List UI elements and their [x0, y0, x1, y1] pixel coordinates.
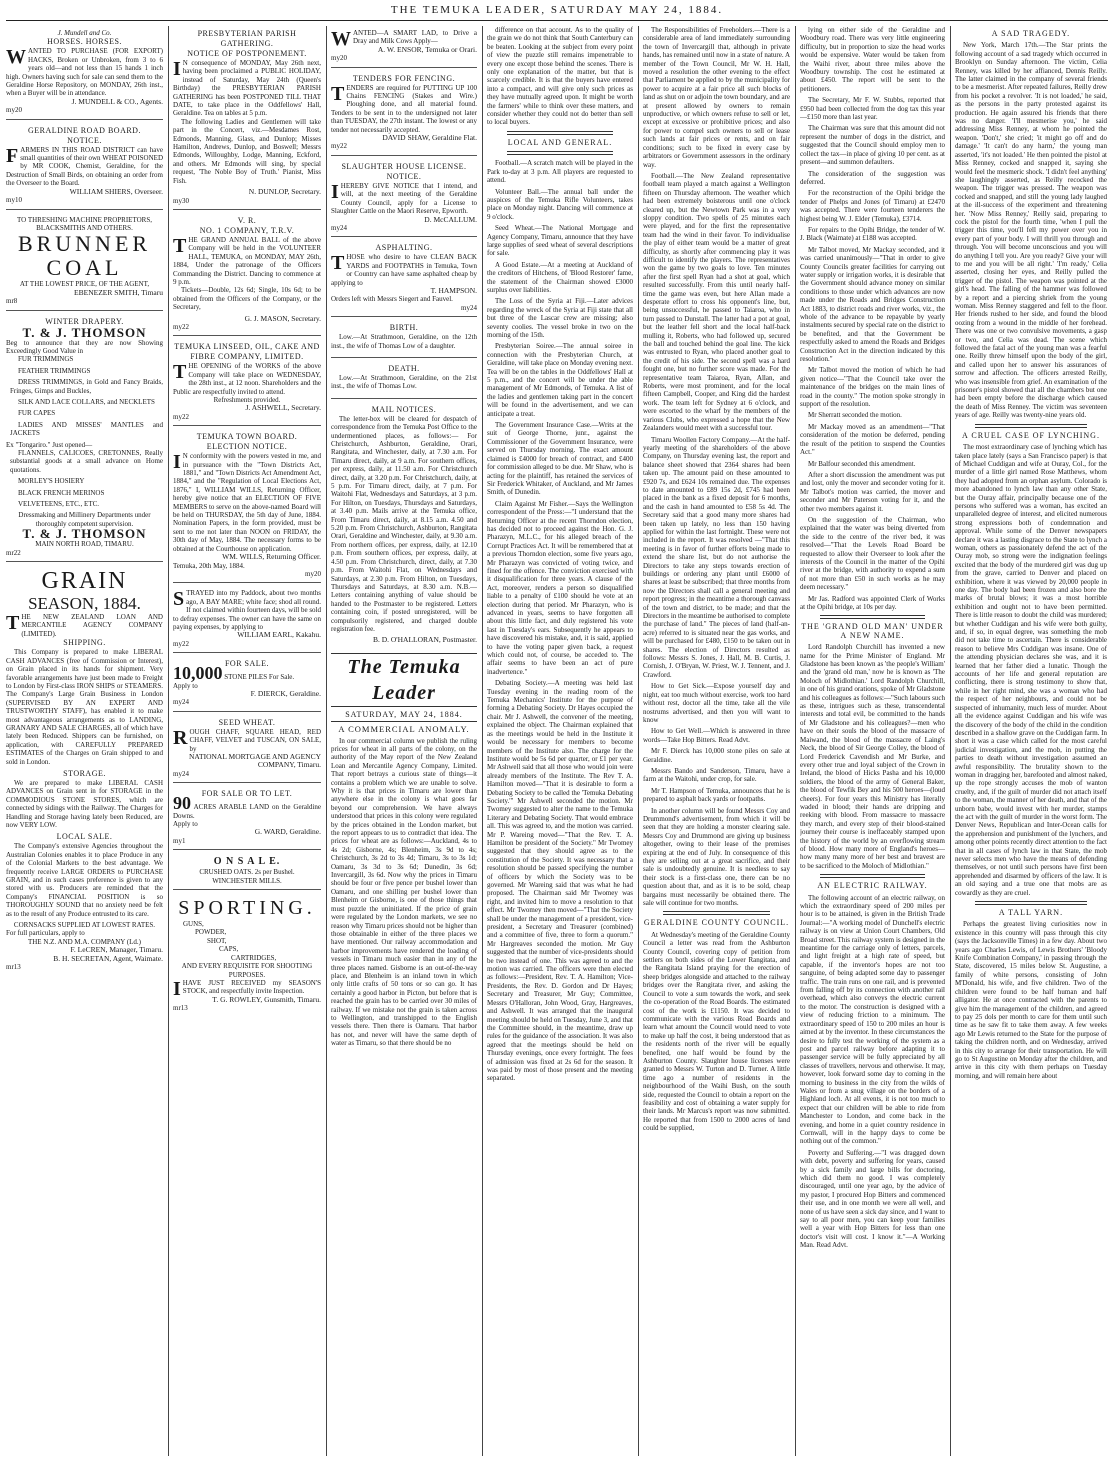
thomson-advert [6, 314, 163, 563]
advert-signature: J. MUNDELL & CO., Agents. [71, 96, 163, 106]
editorial-body: In our commercial column we publish the ruling prices for wheat in all parts of the colony, on the authority of the May report of the New Zealand Loan and Mercantile Agency Company, Limited. That report betrays a curious state of things—it contains a problem which we are unable to solve. Why it is that prices in Timaru are lower than anywhere else in the colony is what goes far beyond our comprehension. We have always understood that prices in this colony were regulated by the prices obtained in the London market, but the report appears to us to contradict that idea. The prices for wheat are as follows:—Auckland, 4s to 4s 2d; Gisborne, 4s; Blenheim, 3s 9d to 4s; Christchurch, 3s 2d to 3s 4d; Timaru, 3s to 3s 1d; Oamaru, 3s 3d to 3s 6d; Dunedin, 3s 6d; Invercargill, 3s 6d. Now why the prices in Timaru should be four or five pence per bushel lower than Oamaru, and one shilling per bushel lower than Blenheim or Gisborne, is one of those things that must puzzle the uninitiated. If the price of grain were regulated by the London markets, we see no reason why Timaru prices should not be higher than those obtainable in either of the three places we have mentioned. Our railway accommodation and harbor improvements have rendered the loading of vessels in Timaru much easier than in any of the three places named. Gisborne is an out-of-the-way place, and Blenheim is an inland town in which only little crafts of 50 tons or so can go. It has certainly a good harbor in Picton, but before that is reached the grain has to be carried over 30 miles of railway. If we mistake not the grain is taken across to Wellington, and transhipped to the English vessels there. Then there is Oamaru. That harbor has not, and never will have the same depth of water as Timaru, so that there should be no [331, 736, 477, 1048]
advert-title: T. & J. THOMSON [22, 324, 147, 340]
article-body: Mr Talbot moved the motion of which he had given notice—"That the Council take over the maintenance of the bridges on the main lines of road in the county." The motion spoke strongly in support of the resolution. [800, 366, 945, 409]
brunner-coal-advert [6, 213, 163, 311]
advert-title: COAL [46, 255, 123, 281]
list-item: DRESS TRIMMINGS, in Gold and Fancy Braids, Fringes, Gimps and Buckles, [10, 378, 163, 395]
section-heading: GERALDINE COUNTY COUNCIL. [643, 918, 790, 928]
advert-subheading: STORAGE. [63, 768, 106, 778]
advert-body: ANTED TO PURCHASE (FOR EXPORT) HACKS, Broken or Unbroken, from 3 to 6 years old—and not less than 15 hands 1 inch high. Owners having such for sale can send them to the Geraldine Horse Repository, on MONDAY, 26th inst., when a Buyer will be in attendance. [6, 47, 163, 98]
advert-code: mr13 [173, 1004, 188, 1013]
advert-body: HAVE JUST RECEIVED my SEASON'S STOCK, and respectfully invite Inspection. [182, 978, 321, 996]
advert-code: my22 [173, 412, 189, 421]
advert-signature: WILLIAM SHIERS, Overseer. [69, 186, 163, 196]
advert-body: ANTED—A SMART LAD, to Drive a Dray and Milk Cows Apply— [353, 29, 477, 46]
advert-heading: V. R. [237, 215, 257, 225]
asphalt-advert [331, 240, 477, 317]
drop-cap: F [6, 144, 19, 167]
section-heading: A CRUEL CASE OF LYNCHING. [962, 430, 1100, 440]
news-item: Messrs Bando and Sanderson, Timaru, have a farm at the Waitohi, under crop, for sale. [643, 766, 790, 784]
drop-cap: I [173, 451, 181, 474]
section-heading: A SAD TRAGEDY. [991, 29, 1071, 38]
advert-line: WINCHESTER MILLS. [212, 876, 282, 885]
town-board-advert [173, 429, 321, 583]
advert-heading: ASPHALTING. [375, 243, 433, 253]
advert-signature: T. G. ROWLEY, Gunsmith, Timaru. [212, 994, 321, 1004]
advert-heading: TEMUKA TOWN BOARD. [196, 432, 298, 442]
road-board-advert [6, 123, 163, 210]
advert-line: CORNSACKS SUPPLIED AT LOWEST RATES. [13, 921, 156, 930]
list-item: FUR CAPES [18, 409, 56, 418]
advert-code: my24 [331, 223, 347, 232]
column-4 [487, 26, 633, 1458]
advert-line: Orders left with Messrs Siegert and Fauvel. [331, 295, 453, 304]
article-body: Perhaps the greatest living curiosities now in existence in this country will pass through this city (says the Jacksonville Times) in a few day. About two years ago Charles Lewis, of Lewis Brothers' 'Bloody Knife Combination Company,' in passing through the State, discovered, 15 miles below St. Augustine, a family of white persons, consisting of John M'Donald, his wife, and five children. Two of the children were found to be half human and half alligator. He at once contracted with the parents to give him the management of the children, and agreed to pay 25 dols per month to care for them until such time as he saw fit to take them away. A few weeks ago Mr Lewis returned to the State for the purpose of taking the children north, and on Wednesday, arrived in this city to arrange for their transportation. He will go to St Augustine on Monday after the children, and arrive in this city with them perhaps on Tuesday morning, and will remain here about [955, 920, 1107, 1080]
advert-body: ACRES ARABLE LAND on the Geraldine Downs. [173, 803, 321, 820]
advert-title: GRAIN [41, 568, 128, 595]
advert-signature: WILLIAM EARL, Kakahu. [237, 630, 321, 640]
section-heading: LOCAL AND GENERAL. [507, 137, 613, 147]
article-body: The Chairman was sure that this amount did not represent the number of dogs in the district, and suggested that the Council should employ men to collect the tax—in place of giving 10 per cent. as at present—and summon defaulters. [800, 124, 945, 167]
advert-code: my20 [331, 54, 347, 63]
article-body: The following account of an electric railway, on which the extraordinary speed of 200 miles per hour is to be attained, is given in the British Trade Journal:—"A working model of Dunchell's electric railway is on view at Union Court Chambers, Old Broad street. This railway system is designed in the meantime for the carriage only of letters, parcels, and light freight at a high rate of speed, but capable, if the inventor's hopes are not too sanguine, of being adapted some day to passenger traffic. The train runs on one rail, and is prevented from falling off by its connection with another rail overhead, which also conveys the electric current to the motor. The construction is designed with a view of reducing friction to a minimum. The extraordinary speed of 150 to 200 miles an hour is aimed at by the inventor. In these circumstances the desire to fully test the working of the system as a post and parcel railway before adapting it to passenger service will be fully appreciated by all classes of travellers, nervous and otherwise. It may, however, look forward some day to coming in the morning to business in the city from the wilds of Wales or from a snug village on the borders of a Highland loch. At all events, it is not too much to expect that our children will be able to ride from Manchester to London, and come back in the evening, and home in a quiet country residence in Cornwall, will in the happy days to come be nothing out of the common." [800, 893, 945, 1146]
news-item: Debating Society.—A meeting was held last Tuesday evening in the reading room of the Temuka Mechanics' Institute for the purpose of forming a Debating Society. Dr Hayes occupied the chair. Mr J. Ashwell, the convener of the meeting, explained the object. The Chairman explained that as the meetings would be held in the Institute it would be necessary for members to become members of the Institute also. The charge for the Institute would be 5s 6d per quarter, or £1 per year. Mr Ashwell said that all those who would join were already members of the Institute. The Rev T. A. Hamilton moved—"That it is desirable to form a Debating Society to be called the 'Temuka Debating Society.'" Mr Ashwell seconded the motion. Mr Twomey suggested to alter the name to the Temuka Literary and Debating Society. That would embrace all. This was agreed to, and the motion was carried. Mr P. Wareing moved—"That the Rev. T. A. Hamilton be president of the Society." Mr Twomey suggested that they should agree as to the constitution of the Society. It was necessary that a resolution should be passed specifying the number of officers by which the Society was to be governed. Mr Wareing said that was what he had proposed. The Chairman said Mr Twomey was right, and invited him to move a resolution to that effect. Mr Twomey then moved—"That the Society shall be under the management of a president, vice-president, a Secretary and Treasurer (combined) and a committee of five, three to form a quorum." Mr Hargreaves seconded the motion. Mr Guy suggested that the number of vice-presidents should be two instead of one. This was agreed to and the motion was carried. The officers were then elected as follows:—President, Rev. T. A. Hamilton; Vice-Presidents, the Rev. D. Gordon and Dr Hayes; Secretary and Treasurer, Mr Guy; Committee, Messrs O'Halloran, John Wood, Gray, Hargreaves, and Ashwell. It was arranged that the inaugural meeting should be held on Tuesday, June 3, and that the Committee should, in the meantime, draw up rules for the guidance of the association. It was also agreed that the meetings should be held on Thursday evenings, once every fortnight. The fees of admission was fixed at 2s 6d for the season. It was paid by most of those present and the meeting separated. [487, 679, 633, 1083]
advert-subheading: LOCAL SALE. [56, 832, 113, 842]
advert-line: Dressmaking and Millinery Departments under thoroughly competent supervision. [18, 511, 151, 528]
news-item: The Responsibilities of Freeholders.—There is a considerable area of land immediately surrounding the town of Invercargill that, although in private hands, has remained until now in a state of nature. A member of the Town Council, Mr W. H. Hall, moved a resolution the other evening to the effect that Parliament be applied to by the municipality for power to acquire at a fair price all such blocks of land as shut on or adjoin the town boundary, and are at present allowed by owners to remain unproductive, or which owners refuse to sell or let, except at excessive or prohibitive prices; and also for power to compel such owners to sell or lease such lands at fair prices or rents, and on fair conditions; such to be fixed in every case by arbitrators or Government assessors in the ordinary way. [643, 26, 790, 169]
list-item: MORLEY'S HOSIERY [18, 477, 85, 486]
news-item: Mr F. Dierck has 10,000 stone piles on sale at Geraldine. [643, 747, 790, 764]
notice-body: Low.—At Strathmoon, Geraldine, on the 21st inst., the wife of Thomas Low. [331, 373, 477, 391]
drop-cap: I [173, 977, 181, 1000]
news-item: Volunteer Ball.—The annual ball under the auspices of the Temuka Rifle Volunteers, takes place on Monday night. Dancing will commence at 9 o'clock. [487, 187, 633, 221]
advert-subheading: NOTICE. [386, 171, 422, 181]
advert-body: HE GRAND ANNUAL BALL of the above Company will be held in the VOLUNTEER HALL, TEMUKA, on MONDAY, MAY 26th, 1884, Under the patronage of the Officers Commanding the District. Dancing to commence at 9 p.m. [173, 235, 321, 286]
news-item: How to Get Well.—Which is answered in three words—Take Hop Bitters. Read Advt. [643, 727, 790, 744]
news-item: Mr T. Hampson of Temuka, announces that he is prepared to asphalt back yards or footpaths. [643, 786, 790, 804]
article-body: The consideration of the suggestion was deferred. [800, 169, 945, 186]
list-item: POWDER, [195, 928, 227, 937]
news-item: The Loss of the Syria at Fiji.—Later advices regarding the wreck of the Syria at Fiji state that all but three of the Lascar crew are missing; also seventy coolies. The vessel broke in two on the morning of the 15th. [487, 297, 633, 339]
stone-piles-advert [173, 656, 321, 712]
death-notice [331, 361, 477, 399]
advert-subheading: NO. 1 COMPANY, T.R.V. [199, 225, 295, 235]
masthead-rule [6, 20, 1108, 21]
advert-signature: WM. WILLS, Returning Officer. [222, 552, 321, 562]
horses-advert [6, 26, 163, 120]
advert-heading: SEED WHEAT. [218, 717, 276, 727]
column-2 [173, 26, 321, 1458]
column-rule [168, 26, 169, 1456]
advert-line: Apply to [173, 681, 198, 690]
sporting-advert [173, 893, 321, 1016]
advert-code: my10 [6, 196, 22, 205]
article-body: For the reconstruction of the Opihi bridge the tender of Phelps and Jones (of Timaru) at £2470 was accepted. There were fourteen tenderers the highest being W. J. Elder (Temuka), £3714. [800, 189, 945, 223]
advert-body: We are prepared to make LIBERAL CASH ADVANCES on Grain sent in for STORAGE in the COMMODIOUS STONE STORES, which are connected by sidings with the Railway. The Charges for Handling and Storage having lately been Reduced, are now VERY LOW. [6, 778, 163, 829]
advert-body: HE NEW ZEALAND LOAN AND MERCANTILE AGENCY COMPANY (LIMITED). [21, 613, 163, 638]
advert-line: For full particulars, apply to [6, 929, 85, 938]
advert-heading: SLAUGHTER HOUSE LICENSE. [341, 161, 467, 171]
article-body: On the suggestion of the Chairman, who explained that the water was being diverted from the side to the centre of the river bed, it was resolved—"That the Levels Road Board be requested to allow their Overseer to look after the interests of the Council in the matter of the Opihi river at the bridge, with authority to expend a sum of not more than £50 in such works as he may deem necessary." [800, 515, 945, 592]
article-body: Mr Balfour seconded this amendment. [808, 459, 916, 468]
article-body: Poverty and Suffering.—"I was dragged down with debt, poverty and suffering for years, caused by a sick family and large bills for doctoring, which did them no good. I was completely discouraged, until one year ago, by the advice of my pastor, I procured Hop Bitters and commenced their use, and in one month we were all well, and none of us have seen a sick day since, and I want to say to all poor men, you can keep your families well a year with Hop Bitters for less than one doctor's visit will cost. I know it."—A Working Man. Read Advt. [800, 1148, 945, 1250]
advert-body: CRUSHED OATS. 2s per Bushel. [199, 868, 295, 877]
masthead: THE TEMUKA LEADER, SATURDAY MAY 24, 1884. [390, 4, 724, 16]
drop-cap: T [173, 361, 187, 384]
birth-notice [331, 320, 477, 358]
advert-signature: F. LeCREN, Manager, Timaru. [70, 945, 163, 955]
article-body: Lord Randolph Churchill has invented a new name for the Prime Minister of England. Mr Gladstone has been known as 'the people's William' and the 'grand old man,' now he is known as 'The Moloch of Midlothian.' Lord Randolph Churchill, in one of his grand orations, spoke of Mr Gladstone and his colleagues as follows:—"Such labours such as these, intrigues such as these, transcendental interests and total evil, be committed to the hands of Mr Gladstone and his colleagues?—men who have on their souls the blood of the massacre of Maiwand, the blood of the massacre of Laing's Neck, the blood of Sir George Colley, the blood of Lord Frederick Cavendish and Mr Burke, and every other true and loyal subject of the Crown in Ireland, the blood of Hicks Pasha and his 10,000 soldiers, the blood of the army of General Baker, the blood of Tewfik Bey and his 500 heroes—(loud cheers). For four years this Ministry has literally waded in blood; their hands are dripping and reeking with blood. From massacre to massacre they march, and every step of their blood-stained journey their course is ineffaceably stamped upon the history of the world by an overflowing stream of blood. How many more of England's heroes—how many many more of her best and bravest are to be sacrificed to the Moloch of Midlothian." [800, 643, 945, 870]
column-rule [326, 26, 327, 1456]
list-item: CAPS, [219, 945, 239, 954]
advert-body: HOSE who desire to have CLEAN BACK YARDS and FOOTPATHS in Temuka, Town or Country can have same asphalted cheap by applying to [331, 253, 477, 287]
advert-title: T. & J. THOMSON [22, 526, 147, 542]
list-item: CARTRIDGES, [231, 953, 277, 962]
advert-heading: TEMUKA LINSEED, OIL, CAKE AND FIBRE COMPANY, LIMITED. [174, 342, 320, 362]
column-1 [6, 26, 163, 1458]
advert-code: mr13 [6, 963, 21, 972]
list-item: FEATHER TRIMMINGS [18, 366, 91, 375]
drop-cap: T [6, 612, 20, 635]
article-body: Mr Talbot moved, Mr Mackay seconded, and it was carried unanimously—"That in order to give County Councils greater facilities for carrying out water supply or irrigation works, it is desirable that the Government should advance money on similar conditions to those under which advances are now made under the Roads and Bridges Construction Act 1883, to district roads and river works, viz., the whole of the advance to be repayable by yearly instalments secured by special rate on the district to be benefited, and that the Government be respectfully asked to amend the Roads and Bridges Construction Act in the direction indicated by this resolution." [800, 245, 945, 364]
advert-body: N consequence of MONDAY, May 26th next, having been proclaimed a PUBLIC HOLIDAY, instead of Saturday, May 24th (Queen's Birthday) the PRESBYTERIAN PARISH GATHERING has been POSTPONED TILL THAT DATE, to take place in the Oddfellows' Hall, Geraldine. Tea on tables at 5 p.m. [173, 59, 321, 118]
section-divider [975, 901, 1087, 905]
advert-heading: PRESBYTERIAN PARISH GATHERING. [197, 29, 297, 48]
list-item: FLANNELS, CALICOES, CRETONNES, Really substantial goods at a small advance on Home quotations. [10, 449, 163, 474]
article-body: The most extraordinary case of lynching which has taken place lately (says a San Francisco paper) is that of Michael Cuddigan and wife at Ouray, Col., for the murder of a little girl named Rose Matthews, whom they had adopted from an orphan asylum. Colorado is more abandoned to lynch law than any other State, but the Ouray affair, principally because one of the persons who suffered was a woman, has excited an unparalleled degree of interest, and elicited numerous strong expressions both of condemnation and approval. While some of the Denver newspapers declare it was a lasting disgrace to the State to lynch a woman, others as passionately defend the act of the Ouray mob, so strong were the indignation feelings excited that the body of the murdered girl was dug up from the grave, carried to Denver and placed on exhibition, where it was viewed by 20,000 people in one day. The body had been frozen and also bore the marks of brutal blows; it was a most horrible exhibition and ought not to have been permitted. There is little reason to doubt the child was murdered; but whether Cuddigan and his wife were both guilty, and, if so, in equal degree, was something the mob did not take time to ascertain. There is considerable reason to believe Mrs Cuddigan was insane. One of the attending physician declares she was, and it is learned that her father died a lunatic. Though the accounts of her life and general reputation are conflicting, there is strong testimony to show that, while in her right mind, she was a woman who had the respect of her neighbours, and could not be suspected of inhumanity, much less of murder. About all the evidence against Cuddigan and his wife was the discovery of the body of the child in the condition described in a shallow grave on the Cuddigan farm. In short it was a case which called for the most careful judicial investigation, and the mob, in putting the parties to death without investigation assumed an awful responsibility. The brutality shown to the woman in dragging her, barefooted and almost naked, up the rope strongly accuses the mob of wanton cruelty, and, if the guilt of murder did not attach itself to the woman, the manner of her death, and that of the unborn babe, would invest with her murder, stamps the act with the guilt of murder in the worst form. The Denver News, Republican and Inter-Ocean calls for the apprehension and punishment of the lynchers, and among other points recently direct attention to the fact that in all cases of lynch law in that State, the mob never selects men who have the means of defending themselves, or not until such persons have first been apprehended and disarmed by officers of the law. It is an old saying and a true one that mobs are as cowardly as they are cruel. [955, 443, 1107, 897]
section-heading: A TALL YARN. [998, 908, 1064, 918]
advert-body: STONE PILES For Sale. [224, 673, 295, 682]
advert-heading: TENDERS FOR FENCING. [352, 73, 456, 83]
advert-code: mr22 [6, 548, 21, 557]
advert-signature: EBENEZER SMITH, Timaru [74, 287, 163, 297]
fencing-advert [331, 71, 477, 156]
advert-heading: WINTER DRAPERY. [45, 316, 124, 326]
article-body: The Secretary, Mr F. W. Stubbs, reported that £950 had been collected from the dog tax this year—£150 more than last year. [800, 96, 945, 122]
news-item: In another column will be found Messrs Coy and Drummond's advertisement, from which it will be seen that they are holding a monster clearing sale. Messrs Coy and Drummond are giving up business altogether, owing to their lease of the premises expiring at the end of July. In consequence of this they are selling out at a great sacrifice, and their sale is undoubtedly genuine. It is needless to say their stock is a first-class one, there can be no question about that, and as it is to be sold, cheap bargains must necessarily be obtained there. The sale will continue for two months. [643, 806, 790, 908]
advert-line: Ex "Tongariro." Just opened— [6, 440, 93, 449]
section-divider [663, 911, 770, 915]
advert-signature: D. McCALLUM. [424, 214, 477, 224]
seed-wheat-advert [173, 715, 321, 783]
wanted-advert [331, 26, 477, 68]
article-body: New York, March 17th.—The Star prints the following account of a sad tragedy which occurred in Brooklyn on Sunday afternoon. The victim, Celia Renney, was killed by her affianced, Dennis Reilly. The latter claimed in the company of several friends to be a mesmerist. After repeated failures, Reilly drew from his pocket a revolver. 'It is not loaded,' he said, as the persons in the party protested against its production. He again assured his friends that there was no danger. 'I'll mesmerise you,' he said addressing Miss Renney, at whom he pointed the weapon. 'Don't,' she cried; 'it might go off and do damage.' 'It can't do any harm,' the young man asserted, 'it's not loaded.' He then pointed the pistol at Miss Renney, cocked and snapped it, saying she would feel the mesmeric shock. 'I didn't feel anything' she laughingly asserted, as Reilly recocked the weapon. The trigger was pressed. The weapon was cocked and snapped, and still the young lady laughed at the ill-success of the experiment and threatening her. 'Now Miss Renney,' Reilly said, preparing to cock the pistol for the fourth time, 'when I pull the trigger this time, you'll fell my power over you in every part of your body. I will thrill you through and through. You will become unconscious and you will do anything I tell you. Are you ready? Give your will to me and you will be all right.' 'I'm ready,' Celia asserted, closing her eyes, and Reilly pulled the trigger of the pistol. The weapon was pointed at the girl's head. The falling of the hammer was followed by a report and a piercing shriek from the young woman. Miss Renney staggered and fell to the floor. Her friends rushed to her side, and found the blood oozing from a wound in the middle of her forehead. There was one or two convulsive movements, a gasp or two, and Celia was dead. The scene which followed the fatal act of the young man was a fearful one. Reilly threw himself upon the body of the girl, and called upon her to answer his assurances of sorrow and affection. The officers arrested Reilly, who was insensible from grief. An examination of the prisoner's pistol showed that all the chambers but one had been empty before the discharge which caused the death of Miss Renney. The victim was seventeen years of age. Reilly was twenty-nine years old. [955, 41, 1107, 420]
drop-cap: T [173, 234, 187, 257]
advert-signature: J. Mundell and Co. [57, 29, 112, 37]
advert-heading: GERALDINE ROAD BOARD. [28, 125, 141, 135]
volunteer-ball-advert [173, 213, 321, 336]
advert-code: my1 [173, 836, 186, 845]
slaughter-advert [331, 159, 477, 237]
advert-address: MAIN NORTH ROAD, TIMARU. [35, 540, 134, 549]
drop-cap: T [331, 82, 345, 105]
article-body: For repairs to the Opihi Bridge, the tender of W. J. Black (Waimate) at £188 was accepted. [800, 225, 945, 243]
advert-subheading: ELECTION NOTICE. [206, 442, 288, 452]
news-item: Football.—The New Zealand representative football team played a match against a Wellington fifteen on Thursday afternoon. The weather which had been extremely boisterous until one o'clock cleared up, but the Newtown Park was in a very sloppy condition. Two spells of 25 minutes each were played, and for the first the representative team had the wind in their favor. To individualise the play of either team would be a matter of great difficulty, as shortly after commencing play it was difficult to identify the players. The representatives won the game by two goals to love. Ten minutes after the first spell Ryan had a shot at goal, which resulted successfully. From this until nearly half-time the game was even, but here Allan made a desperate effort to cross his opponent's line, but, being unsuccessful, he passed to Taiaroa, who in turn passed to Dunstall. The latter had a pot at goal, but the leather fell short and the local half-back mulling it, Roberts, who had followed up, secured the ball and touched behind the goal line. The kick was entrusted to Ryan, who placed another goal to the credit of his side. The second spell was a hard fought one, but no further score was made. For the representative team Taiaroa, Ryan, Allan, and Roberts, were most prominent, and for the local fifteen Campbell, Cooper, and King did the hardest work. The team left for Sydney at 6 o'clock, and were escorted to the wharf by the members of the various Clubs, who expressed a hope that the New Zealanders would meet with a successful tour. [643, 171, 790, 433]
article-body: At Wednesday's meeting of the Geraldine County Council a letter was read from the Ashburton County Council, covering copy of petition from settlers on both sides of the Lower Rangitata, and the Rangitata Island praying for the erection of sheep bridges alongside and attached to the railway bridges over the Rangitata river, and asking the Council to vote a sum towards the work, and seek the co-operation of the Road Boards. The estimated cost of the work is £1150. It was decided to communicate with the various Road Boards and learn what amount the Council would need to vote to make up half the cost, it being understood that as the residents north of the river will be equally benefited, one half would be found by the Ashburton County. Slaughter house licenses were granted to Messrs W. Turton and D. Turner. A little time ago a number of residents in the neighbourhood of the Waihi Bush, on the south side, requested the Council to obtain a report on the feasibility and cost of obtaining a water supply for their lands. Mr Marcus's report was now submitted. He reported that from 1500 to 2000 acres of land could be supplied, [643, 930, 790, 1133]
notice-heading: DEATH. [388, 363, 420, 373]
notice-body: The letter-box will be cleared for despatch of correspondence from the Temuka Post Office to the undermentioned places, as follows:— For Christchurch, Ashburton, Geraldine, Orari, Rangitata, and Winchester, daily, at 7.30 a.m. For Timaru direct, daily, at 9 a.m. For southern offices, per express, daily, at 11.50 a.m. For Christchurch direct, daily, at 3.20 p.m. For Christchurch, daily, at 5 p.m. For Timaru direct, daily, at 7 p.m. For Waitohi Flat, Wednesdays and Saturdays, at 3 p.m. For Hilton, on Tuesdays, Thursdays and Saturdays, at 3.40 p.m. Mails arrive at the Temuka office, From Timaru direct, daily, at 8.15 a.m. 4.50 and 5.20 p.m. From Christchurch, Ashburton, Rangitata Orari, Geraldine and Winchester, daily, at 9.30 a.m. From northern offices, per express, daily, at 12.10 p.m. From southern offices, per express, daily, at 4.50 p.m. From Christchurch, direct, daily, at 7.30 p.m. From Waitohi Flat, on Wednesdays and Saturdays, at 2.30 p.m. From Hilton, on Tuesdays, Thursdays and Saturdays, at 8.30 a.m. N.B.—Letters containing anything of value should be handed to the Postmaster to be registered. Letters containing coin, if posted unregistered, will be compulsorily registered, and charged double registration fee. [331, 414, 477, 633]
section-heading: THE 'GRAND OLD MAN' UNDER A NEW NAME. [801, 622, 944, 640]
column-6 [800, 26, 945, 1458]
article-body: Mr Mackay moved as an amendment—"That consideration of the motion be deferred, pending the result of the petition to suspend the Counties Act." [800, 422, 945, 457]
issue-date: SATURDAY, MAY 24, 1884. [331, 709, 477, 722]
newspaper-title: The Temuka Leader [331, 653, 477, 707]
article-body: Mr Sherratt seconded the motion. [808, 411, 902, 420]
news-item: How to Get Sick.—Expose yourself day and night, eat too much without exercise, work too hard without rest, doctor all the time, take all the vile nostrums advertised, and then you will want to know [643, 682, 790, 724]
advert-body: The following Ladies and Gentlemen will take part in the Concert, viz.—Mesdames Rost, Edmonds, Manning, Glass, and Dunlop; Misses Hamilton, Andrews, Dunlop, and Boswell; Messrs Edmonds, Willoughby, Lodge, Manning, Eckford, and others. Mr Edmonds will sing, by special request, 'The Noble Boy of Truth.' Pianist, Miss Fish. [173, 117, 321, 185]
advert-title: BRUNNER [17, 231, 152, 257]
section-heading: AN ELECTRIC RAILWAY. [817, 881, 928, 891]
notice-heading: BIRTH. [389, 323, 419, 333]
mail-notices [331, 402, 477, 649]
news-item: Football.—A scratch match will be played in the Park to-day at 3 p.m. All players are requested to attend. [487, 159, 633, 185]
land-advert [173, 786, 321, 850]
section-divider [820, 874, 925, 878]
advert-body: The Company's extensive Agencies throughout the Australian Colonies enables it to place Produce in any of the Colonial Markets to the best advantage. We frequently receive LARGE ORDERS to PURCHASE GRAIN, and in such cases preference is given to any stored with us. Producers are reminded that the Company's FINANCIAL POSITION is so THOROUGHLY SOUND that no anxiety need be felt as to the result of any Produce entrusted to its care. [6, 842, 163, 918]
advert-body: N conformity with the powers vested in me, and in pursuance with the "Town Districts Act, 1881," and "Town Districts Act Amendment Act, 1884," and the "Regulation of Local Elections Act, 1876," I, WILLIAM WILLS, Returning Officer, hereby give notice that an ELECTION OF FIVE MEMBERS to serve on the above-named Board will be held on THURSDAY, the 5th day of June, 1884. Nomination Papers, in the form provided, must be sent to me not later than NOON on FRIDAY, the 30th day of May, 1884. The necessary forms to be obtained at the Courthouse on application. [173, 452, 321, 553]
column-3 [331, 26, 477, 1458]
advert-heading: HORSES. HORSES. [47, 37, 122, 47]
advert-number: 90 [173, 793, 191, 814]
advert-code: my22 [173, 322, 189, 331]
drop-cap: I [173, 58, 181, 80]
section-divider [820, 615, 925, 619]
advert-intro: TO THRESHING MACHINE PROPRIETORS, BLACKSMITHS AND OTHERS. [17, 215, 152, 232]
advert-heading: O N S A L E. [213, 856, 281, 868]
advert-body: ARMERS IN THIS ROAD DISTRICT can have small quantities of their own WHEAT POISONED by MR COOK, Chemist, Geraldine, for the Destruction of Small Birds, on obtaining an order from the Overseer to the Board. [6, 145, 163, 188]
section-divider [507, 151, 613, 155]
advert-body: TRAYED into my Paddock, about two months ago, A BAY MARE; white face; shod all round. If not claimed within fourteen days, will be sold to defray expenses. The owner can have the same on paying expenses, by applying to [173, 589, 321, 631]
advert-signature: DAVID SHAW, Geraldine Flat. [382, 133, 477, 143]
column-7 [955, 26, 1107, 1458]
drop-cap: T [331, 252, 345, 275]
advert-signature: N. DUNLOP, Secretary. [248, 187, 321, 197]
advert-signature: F. DIERCK, Geraldine. [250, 688, 321, 698]
advert-subheading: NOTICE OF POSTPONEMENT. [187, 49, 307, 58]
article-body: lying on either side of the Geraldine and Woodbury road. There was very little engineering difficulty, but in proportion to size the head works would be expensive. Water would be taken from the Waihi river, about three miles above the Woodbury township. The cost he estimated at about £450. The report will be sent to the petitioners. [800, 26, 945, 93]
article-body: Mr Jas. Radford was appointed Clerk of Works at the Opihi bridge, at 10s per day. [800, 594, 945, 611]
advert-code: my22 [331, 142, 347, 151]
drop-cap: I [331, 180, 339, 203]
advert-body: HE OPENING of the WORKS of the above Company will take place on WEDNESDAY, the 28th inst., at 12 noon. Shareholders and the Public are respectfully invited to attend. [173, 362, 321, 396]
advert-code: my30 [173, 196, 189, 205]
advert-line: AND EVERY REQUISITE FOR SHOOTING PURPOSES. [181, 962, 313, 979]
advert-signature: G. WARD, Geraldine. [254, 827, 321, 837]
oats-advert [173, 853, 321, 890]
section-divider [975, 424, 1087, 428]
article-body: After a short discussion the amendment was put and lost, only the mover and seconder voting for it. Mr Talbot's motion was carried, the mover and seconder and Mr Paterson voting for it, and the other two members against it. [800, 470, 945, 513]
column-5 [643, 26, 790, 1458]
list-item: BLACK FRENCH MERINOS [18, 488, 105, 497]
advert-date: Temuka, 20th May, 1884. [173, 561, 245, 570]
advert-line: Apply to [173, 820, 198, 829]
advert-body: HEREBY GIVE NOTICE that I intend, and will, at the next meeting of the Geraldine County Council, apply for a License to Slaughter Cattle on the Maori Reserve, Epworth. [331, 181, 477, 216]
advert-signature: A. W. ENSOR, Temuka or Orari. [377, 44, 477, 54]
advert-code: my22 [173, 639, 189, 648]
advert-code: mr8 [6, 297, 18, 306]
notice-heading: MAIL NOTICES. [371, 404, 437, 414]
list-item: FUR TRIMMINGS [18, 355, 74, 364]
advert-number: 10,000 [173, 663, 223, 684]
advert-body: ENDERS are required for PUTTING UP 100 Chains FENCING (Stakes and Wire.) Ploughing done, and all material found. Tenders to be sent in to the undersigned not later than TUESDAY, the 27th instant. The lowest or any tender not necessarily accepted. [331, 83, 477, 134]
advert-code: my24 [173, 769, 189, 778]
advert-body: Tickets—Double, 12s 6d; Single, 10s 6d; to be obtained from the Officers of the Company, or the Secretary, [173, 286, 321, 312]
editorial-heading: A COMMERCIAL ANOMALY. [338, 724, 470, 735]
list-item: LADIES AND MISSES' MANTLES and JACKETS [10, 420, 163, 438]
advert-signature: G. J. MASON, Secretary. [244, 313, 321, 323]
strayed-advert [173, 586, 321, 653]
advert-code: my20 [6, 106, 22, 115]
news-item: Presbyterian Soiree.—The annual soiree in connection with the Presbyterian Church, at Geraldine, will take place on Monday evening next. Tea will be on the tables in the Oddfellows' Hall at 5 p.m., and the concert will be under the able management of Mr Edmonds, of Temuka. A list of the ladies and gentlemen taking part in the concert will be found in the advertisement, and we can anticipate a treat. [487, 342, 633, 418]
advert-subheading: SHIPPING. [63, 638, 106, 648]
advert-intro: Beg to announce that they are now Showing Exceedingly Good Value in [6, 338, 163, 355]
drop-cap: R [173, 726, 188, 749]
advert-line: Refreshments provided. [213, 396, 281, 404]
advert-body: This Company is prepared to make LIBERAL CASH ADVANCES (free of Commission or Interest), on Grain placed in its hands for shipment. Very favorable arrangements have just been made to Freight to London by First-class IRON SHIPS or STEAMERS. The Company's Large Grain Business in London (SUPERVISED BY AN EXPERT AND TRUSTWORTHY STAFF), has enabled it to make most advantageous arrangements as to LANDING, GRANARY AND SALE CHARGES, all of which have lately been Reduced. Shippers can be furnished, on application, with CAREFULLY PREPARED ESTIMATES of the Charges on Grain shipped to and sold in London. [6, 648, 163, 766]
list-item: SILK AND LACE COLLARS, and NECKLETS [18, 397, 155, 406]
drop-cap: W [6, 46, 26, 69]
advert-signature: B. H. SECRETAN, Agent, Waimate. [53, 953, 163, 963]
advert-line: AT THE LOWEST PRICE, OF THE AGENT, [19, 280, 150, 289]
news-item: Claim Against Mr Fisher.—Says the Wellington correspondent of the Press:—"I understand that the Returning Officer at the recent Thorndon election, has decided not to proceed against the Hon. G. J. Pharazyn, M.L.C., for his alleged breach of the Corrupt Practices Act. It will be remembered that at a previous Thorndon election, some five years ago, Mr Pharazyn was convicted of voting twice, and fined for the offence. The conviction exercised with it disqualification for three years. A clause of the Act, moreover, renders a person so disqualified liable to a penalty of £100 should he vote at an election during that period. Mr Pharazyn, who is advanced in years, seems to have forgotten all about this little fact, and duly registered his vote last in Tuesday's ears. Subsequently he appears to have discovered his mistake, and, it is said, applied to have the voting paper given back, a request which could not, of course, be acceded to. The affair seems to have been an act of pure inadvertence." [487, 499, 633, 676]
presbyterian-advert [173, 26, 321, 210]
advert-heading: FOR SALE OR TO LET. [201, 789, 293, 799]
list-item: SHOT, [207, 936, 227, 945]
news-item: Seed Wheat.—The National Mortgage and Agency Company, Timaru, announce that they have large supplies of seed wheat of several descriptions for sale. [487, 224, 633, 258]
advert-heading: FOR SALE. [224, 659, 270, 669]
column-rule [638, 26, 639, 1456]
news-item: A Good Estate.—At a meeting at Auckland of the creditors of Hitchens, of 'Blood Restorer' fame, the statement of the Chairman showed £3000 surplus over liabilities. [487, 260, 633, 294]
section-divider [507, 131, 613, 135]
column-rule [950, 26, 951, 1456]
drop-cap: S [173, 588, 185, 611]
news-item: The Government Insurance Case.—Writs at the suit of George Thorne, junr., against the Commissioner of the Government Insurance, were served on Thursday morning. The exact amount claimed is £4000 for breach of contract, and £400 for commission alleged to be due. Mr Shaw, who is acting for the plaintiff, has retained the services of Sir Frederick Whitaker, of Auckland, and Mr James Smith, of Dunedin. [487, 421, 633, 497]
notice-body: Low.—At Strathmoon, Geraldine, on the 12th inst., the wife of Thomas Low of a daughter. [331, 333, 477, 350]
advert-signature: J. ASHWELL, Secretary. [245, 403, 321, 413]
column-rule [482, 26, 483, 1456]
advert-code: my24 [173, 698, 189, 707]
advert-subheading: NOTICE. [67, 135, 102, 145]
advert-signature: NATIONAL MORTGAGE AND AGENCY COMPANY, Timaru. [189, 752, 321, 770]
list-item: GUNS, [183, 920, 204, 929]
news-item: Timaru Woollen Factory Company.—At the half-yearly meeting of the shareholders of the above Company, on Thursday evening last, the report and balance sheet showed that 2364 shares had been taken up. The amount paid on these amounted to £920 7s, and £624 10s remained due. The expenses to date amounted to £89 15s 2d, £745 had been placed in the bank as a fixed deposit for 6 months, and the cash in hand amounted to £58 5s 4d. The Secretary said that a good many more shares had been taken up lately, no less than 150 having applied for within the last fortnight. These were not included in the report. It was resolved —"That this meeting is in favor of further efforts being made to extend the share list, but do not authorise the Directors to take any steps towards erection of buildings or ordering any plant until £6000 of shares at least be subscribed; that three months from now the Directors shall call a general meeting and report progress; in the meantime a thorough canvass of the town and district, to be made; and that the Directors in the meantime be authorised to complete the purchase of land." The pieces of land (half-an-acre) referred to is situated near the gas works, and will be purchased for £480, £150 to be taken out in shares. The election of Directors resulted as follows: Messrs S. Jones, J. Hall, M. B. Curtis, J. Cornish, J. O'Bryan, W. Priest, W. J. Tennent, and J. Crawford. [643, 435, 790, 679]
drop-cap: W [331, 28, 351, 50]
column-rule [795, 26, 796, 1456]
advert-body: OUGH CHAFF, SQUARE HEAD, RED CHAFF, VELVET and TUSCAN, ON SALE, by [189, 727, 321, 753]
editorial-body: difference on that account. As to the quality of the grain we do not think that South Canterbury can be beaten. Looking at the subject from every point of view the puzzle still remains impenetrable to every one except those behind the scenes. There is only one explanation of the matter, but that is scarcely credible. It is that the buyers have entered into a compact, and will give only such prices as they have mutually agreed upon. It might be worth the farmers' while to think over these matters, and consider whether they could not do better than sell to local buyers. [487, 26, 633, 127]
advert-signature: T. HAMPSON. [430, 285, 477, 295]
list-item: VELVETEENS, ETC., ETC. [18, 500, 100, 509]
advert-code: my24 [461, 303, 477, 312]
advert-line: THE N.Z. AND M.A. COMPANY (Ld.) [27, 937, 142, 946]
grain-advert [6, 565, 163, 975]
advert-title: SEASON, 1884. [28, 594, 141, 614]
advert-code: my20 [305, 569, 321, 578]
notice-signature: B. D. O'HALLORAN, Postmaster. [372, 635, 477, 645]
linseed-advert [173, 339, 321, 426]
advert-title: SPORTING. [178, 897, 316, 920]
